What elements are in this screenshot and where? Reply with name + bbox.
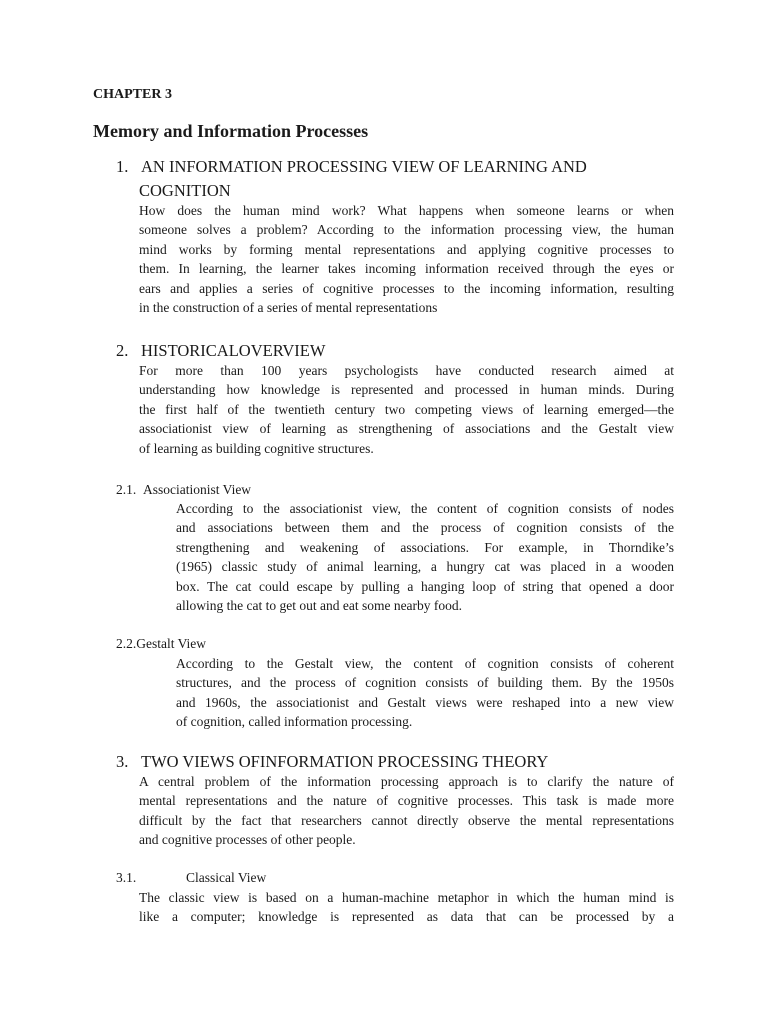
text-line: How does the human mind work? What happens when someone learns or when: [139, 203, 674, 218]
section-1-heading-cont: COGNITION: [139, 181, 231, 200]
text-line: strengthening and weakening of associations. For example, in Thorndike’s: [176, 539, 674, 555]
text-line: mental representations and the nature of cognitive processes. This task is made more: [139, 793, 674, 809]
text-line: and 1960s, the associationist and Gestalt views were reshaped into a new view: [176, 694, 674, 710]
subsection-number: 3.1.: [116, 870, 137, 885]
subsection-2-2-heading: [116, 636, 206, 652]
text-line: of learning as building cognitive structures.: [139, 440, 374, 456]
section-1-heading: [116, 157, 587, 177]
text-line: like a computer; knowledge is represented as data that can be processed by a: [139, 909, 674, 925]
section-number: 1.: [116, 157, 129, 176]
section-heading-line: AN INFORMATION PROCESSING VIEW OF LEARNING AND: [141, 157, 587, 176]
subsection-number: 2.1.: [116, 482, 137, 497]
section-2-paragraph: [139, 361, 674, 458]
subsection-heading-text: Gestalt View: [136, 636, 207, 651]
text-line: According to the Gestalt view, the content of cognition consists of coherent: [176, 656, 674, 671]
section-number: 2.: [116, 341, 129, 360]
chapter-title: Memory and Information Processes: [93, 121, 369, 141]
subsection-2-2-paragraph: [176, 654, 674, 732]
text-line: According to the associationist view, the content of cognition consists of nodes: [176, 501, 674, 516]
text-line: someone solves a problem? According to the information processing view, the human: [139, 222, 674, 238]
text-line: difficult by the fact that researchers cannot directly observe the mental representations: [139, 812, 674, 828]
text-line: structures, and the process of cognition consists of building them. By the 1950s: [176, 675, 674, 691]
section-heading-text: HISTORICALOVERVIEW: [141, 341, 326, 360]
section-3-paragraph: [139, 772, 674, 850]
text-line: box. The cat could escape by pulling a hanging loop of string that opened a door: [176, 578, 674, 594]
text-line: For more than 100 years psychologists have conducted research aimed at: [139, 363, 674, 378]
subsection-2-1-paragraph: [176, 499, 674, 615]
section-1-paragraph: [139, 201, 674, 317]
subsection-2-1-heading: [116, 482, 251, 498]
text-line: and associations between them and the process of cognition consists of the: [176, 520, 674, 536]
section-number: 3.: [116, 752, 129, 771]
subsection-heading-text: Associationist View: [143, 482, 252, 497]
text-line: A central problem of the information processing approach is to clarify the nature of: [139, 774, 674, 789]
subsection-number: 2.2.: [116, 636, 137, 651]
text-line: them. In learning, the learner takes incoming information received through the eyes or: [139, 261, 674, 277]
subsection-3-1-heading: [116, 870, 266, 886]
text-line: and cognitive processes of other people.: [139, 832, 356, 848]
text-line: associationist view of learning as strengthening of associations and the Gestalt view: [139, 421, 674, 437]
subsection-3-1-paragraph: [139, 888, 674, 927]
chapter-label: CHAPTER 3: [93, 87, 172, 102]
text-line: ears and applies a series of cognitive processes to the incoming information, resulting: [139, 280, 674, 296]
section-2-heading: [116, 341, 325, 361]
text-line: The classic view is based on a human-machine metaphor in which the human mind is: [139, 890, 674, 905]
text-line: in the construction of a series of mental representations: [139, 300, 438, 316]
text-line: of cognition, called information processing.: [176, 714, 413, 730]
text-line: (1965) classic study of animal learning, a hungry cat was placed in a wooden: [176, 559, 674, 575]
subsection-heading-text: Classical View: [186, 870, 267, 885]
section-heading-text: TWO VIEWS OFINFORMATION PROCESSING THEORY: [141, 752, 549, 771]
text-line: allowing the cat to get out and eat some nearby food.: [176, 598, 463, 614]
section-3-heading: [116, 752, 548, 772]
text-line: mind works by forming mental representations and applying cognitive processes to: [139, 241, 674, 257]
text-line: the first half of the twentieth century two competing views of learning emerged—the: [139, 401, 674, 417]
text-line: understanding how knowledge is represented and processed in human minds. During: [139, 382, 674, 398]
